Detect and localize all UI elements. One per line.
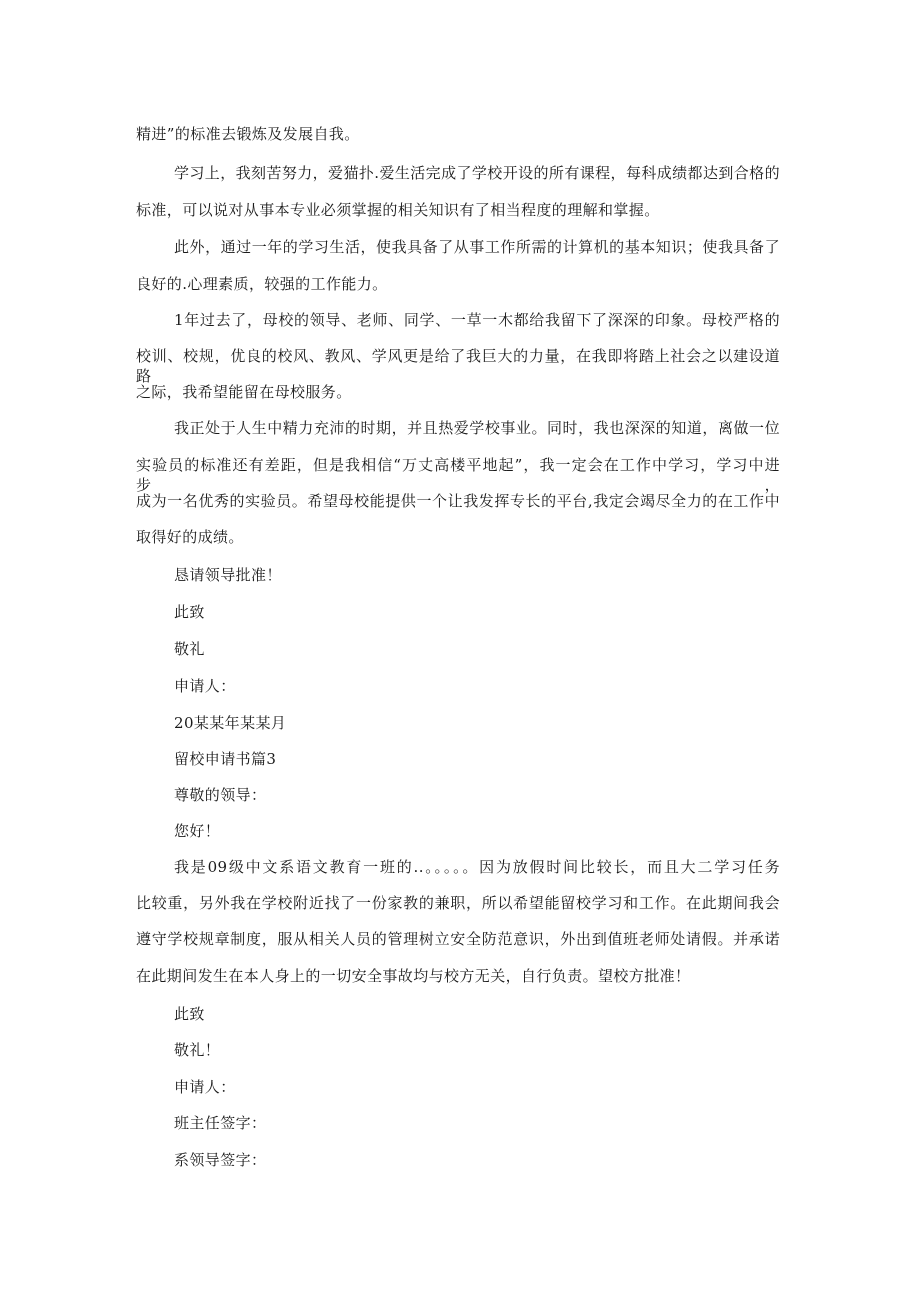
paragraph-line: 取得好的成绩。 [136, 528, 244, 546]
section-heading: 留校申请书篇3 [174, 750, 277, 768]
paragraph-line: 良好的.心理素质，较强的工作能力。 [136, 275, 388, 293]
paragraph-line: 比较重，另外我在学校附近找了一份家教的兼职，所以希望能留校学习和工作。在此期间我会 [136, 894, 780, 912]
salutation-jingli: 敬礼 [174, 640, 205, 658]
paragraph-line: 我正处于人生中精力充沛的时期，并且热爱学校事业。同时，我也深深的知道，离做一位 [174, 419, 780, 437]
applicant-label: 申请人： [174, 1078, 236, 1096]
greeting-hello: 您好！ [174, 822, 221, 840]
request-approval: 恳请领导批准！ [174, 566, 282, 584]
paragraph-line: 成为一名优秀的实验员。希望母校能提供一个让我发挥专长的平台,我定会竭尽全力的在工作中 [136, 492, 780, 510]
class-teacher-signature-label: 班主任签字： [174, 1114, 267, 1132]
salutation-cizhi: 此致 [174, 603, 205, 621]
date-line: 20某某年某某月 [174, 714, 287, 732]
paragraph-line: 实验员的标准还有差距，但是我相信“万丈高楼平地起”，我一定会在工作中学习，学习中进步， [136, 456, 780, 494]
salutation-jingli: 敬礼！ [174, 1041, 221, 1059]
department-leader-signature-label: 系领导签字： [174, 1151, 267, 1169]
paragraph-line: 之际，我希望能留在母校服务。 [136, 383, 352, 401]
paragraph-line: 学习上，我刻苦努力，爱猫扑.爱生活完成了学校开设的所有课程，每科成绩都达到合格的 [174, 164, 780, 182]
applicant-label: 申请人： [174, 677, 236, 695]
paragraph-line: 此外，通过一年的学习生活，使我具备了从事工作所需的计算机的基本知识；使我具备了 [174, 238, 780, 256]
paragraph-line: 1年过去了，母校的领导、老师、同学、一草一木都给我留下了深深的印象。母校严格的 [174, 311, 780, 329]
paragraph-line: 标准，可以说对从事本专业必须掌握的相关知识有了相当程度的理解和掌握。 [136, 201, 660, 219]
salutation-cizhi: 此致 [174, 1005, 205, 1023]
paragraph-line: 在此期间发生在本人身上的一切安全事故均与校方无关，自行负责。望校方批准！ [136, 967, 691, 985]
greeting-addressee: 尊敬的领导： [174, 786, 267, 804]
paragraph-line: 精进”的标准去锻炼及发展自我。 [136, 125, 360, 143]
paragraph-line: 遵守学校规章制度，服从相关人员的管理树立安全防范意识，外出到值班老师处请假。并承诺 [136, 930, 780, 948]
paragraph-line: 我是09级中文系语文教育一班的..。。。。。因为放假时间比较长，而且大二学习任务 [174, 858, 780, 876]
paragraph-line: 校训、校规，优良的校风、教风、学风更是给了我巨大的力量，在我即将踏上社会之以建设道路 [136, 347, 780, 385]
